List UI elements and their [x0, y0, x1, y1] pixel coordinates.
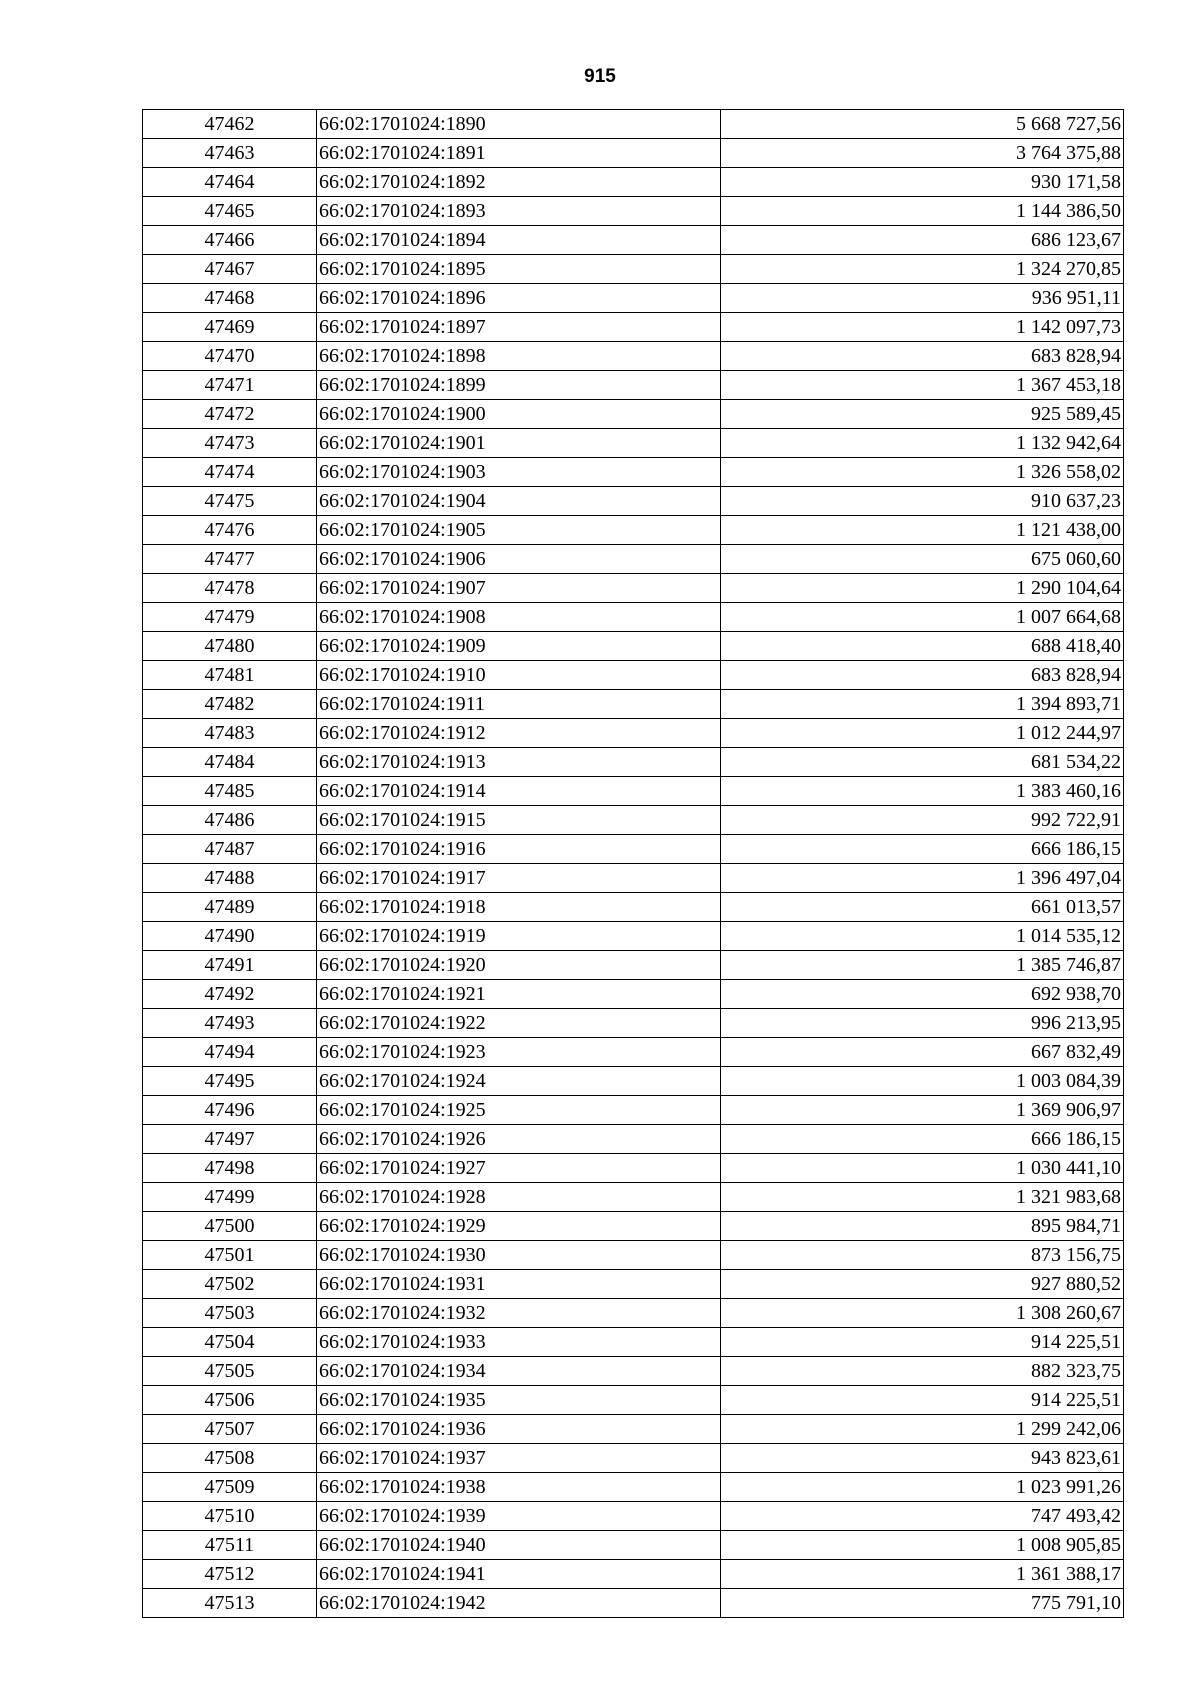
table-row [143, 255, 1124, 284]
row-number-cell: 47511 [143, 1531, 317, 1560]
row-number-cell: 47470 [143, 342, 317, 371]
cadastral-number-cell: 66:02:1701024:1894 [317, 226, 721, 255]
cadastral-number-cell: 66:02:1701024:1920 [317, 951, 721, 980]
row-number-cell: 47490 [143, 922, 317, 951]
cadastral-value-cell: 1 003 084,39 [721, 1067, 1124, 1096]
cadastral-value-cell: 1 023 991,26 [721, 1473, 1124, 1502]
cadastral-number-cell: 66:02:1701024:1907 [317, 574, 721, 603]
cadastral-number-cell: 66:02:1701024:1934 [317, 1357, 721, 1386]
cadastral-value-cell: 3 764 375,88 [721, 139, 1124, 168]
cadastral-value-cell: 1 144 386,50 [721, 197, 1124, 226]
cadastral-value-cell: 1 367 453,18 [721, 371, 1124, 400]
row-number-cell: 47479 [143, 603, 317, 632]
cadastral-number-cell: 66:02:1701024:1893 [317, 197, 721, 226]
table-row [143, 748, 1124, 777]
cadastral-value-cell: 1 369 906,97 [721, 1096, 1124, 1125]
cadastral-number-cell: 66:02:1701024:1936 [317, 1415, 721, 1444]
table-row [143, 1531, 1124, 1560]
cadastral-number-cell: 66:02:1701024:1940 [317, 1531, 721, 1560]
table-row [143, 1067, 1124, 1096]
row-number-cell: 47488 [143, 864, 317, 893]
table-row [143, 139, 1124, 168]
cadastral-number-cell: 66:02:1701024:1911 [317, 690, 721, 719]
cadastral-number-cell: 66:02:1701024:1935 [317, 1386, 721, 1415]
row-number-cell: 47472 [143, 400, 317, 429]
cadastral-value-cell: 1 326 558,02 [721, 458, 1124, 487]
cadastral-value-cell: 992 722,91 [721, 806, 1124, 835]
table-row [143, 835, 1124, 864]
row-number-cell: 47475 [143, 487, 317, 516]
row-number-cell: 47469 [143, 313, 317, 342]
cadastral-value-cell: 1 121 438,00 [721, 516, 1124, 545]
cadastral-number-cell: 66:02:1701024:1904 [317, 487, 721, 516]
cadastral-number-cell: 66:02:1701024:1905 [317, 516, 721, 545]
cadastral-value-cell: 1 007 664,68 [721, 603, 1124, 632]
table-row [143, 1415, 1124, 1444]
cadastral-number-cell: 66:02:1701024:1903 [317, 458, 721, 487]
cadastral-number-cell: 66:02:1701024:1930 [317, 1241, 721, 1270]
cadastral-value-cell: 910 637,23 [721, 487, 1124, 516]
table-row [143, 661, 1124, 690]
row-number-cell: 47482 [143, 690, 317, 719]
table-row [143, 1154, 1124, 1183]
cadastral-value-cell: 914 225,51 [721, 1386, 1124, 1415]
table-row [143, 1096, 1124, 1125]
cadastral-value-cell: 666 186,15 [721, 1125, 1124, 1154]
cadastral-number-cell: 66:02:1701024:1922 [317, 1009, 721, 1038]
table-row [143, 1444, 1124, 1473]
table-row [143, 516, 1124, 545]
table-row [143, 1328, 1124, 1357]
row-number-cell: 47496 [143, 1096, 317, 1125]
cadastral-value-cell: 996 213,95 [721, 1009, 1124, 1038]
cadastral-value-cell: 1 012 244,97 [721, 719, 1124, 748]
row-number-cell: 47465 [143, 197, 317, 226]
row-number-cell: 47507 [143, 1415, 317, 1444]
row-number-cell: 47463 [143, 139, 317, 168]
row-number-cell: 47489 [143, 893, 317, 922]
cadastral-value-cell: 681 534,22 [721, 748, 1124, 777]
row-number-cell: 47498 [143, 1154, 317, 1183]
cadastral-number-cell: 66:02:1701024:1891 [317, 139, 721, 168]
table-row [143, 487, 1124, 516]
row-number-cell: 47481 [143, 661, 317, 690]
row-number-cell: 47471 [143, 371, 317, 400]
row-number-cell: 47505 [143, 1357, 317, 1386]
row-number-cell: 47504 [143, 1328, 317, 1357]
table-row [143, 1502, 1124, 1531]
table-row [143, 1270, 1124, 1299]
cadastral-number-cell: 66:02:1701024:1914 [317, 777, 721, 806]
page-number: 915 [584, 66, 616, 87]
cadastral-value-cell: 1 308 260,67 [721, 1299, 1124, 1328]
table-row [143, 1009, 1124, 1038]
cadastral-number-cell: 66:02:1701024:1912 [317, 719, 721, 748]
table-row [143, 632, 1124, 661]
table-row [143, 110, 1124, 139]
cadastral-number-cell: 66:02:1701024:1900 [317, 400, 721, 429]
cadastral-value-cell: 1 142 097,73 [721, 313, 1124, 342]
cadastral-value-cell: 775 791,10 [721, 1589, 1124, 1618]
row-number-cell: 47491 [143, 951, 317, 980]
cadastral-value-cell: 925 589,45 [721, 400, 1124, 429]
cadastral-number-cell: 66:02:1701024:1917 [317, 864, 721, 893]
cadastral-value-cell: 1 324 270,85 [721, 255, 1124, 284]
cadastral-number-cell: 66:02:1701024:1896 [317, 284, 721, 313]
table-row [143, 1241, 1124, 1270]
row-number-cell: 47486 [143, 806, 317, 835]
cadastral-value-cell: 1 321 983,68 [721, 1183, 1124, 1212]
row-number-cell: 47493 [143, 1009, 317, 1038]
cadastral-number-cell: 66:02:1701024:1933 [317, 1328, 721, 1357]
cadastral-number-cell: 66:02:1701024:1928 [317, 1183, 721, 1212]
row-number-cell: 47474 [143, 458, 317, 487]
row-number-cell: 47477 [143, 545, 317, 574]
table-row [143, 284, 1124, 313]
cadastral-value-cell: 683 828,94 [721, 342, 1124, 371]
cadastral-number-cell: 66:02:1701024:1942 [317, 1589, 721, 1618]
cadastral-value-cell: 1 299 242,06 [721, 1415, 1124, 1444]
cadastral-number-cell: 66:02:1701024:1919 [317, 922, 721, 951]
cadastral-number-cell: 66:02:1701024:1938 [317, 1473, 721, 1502]
cadastral-value-cell: 1 394 893,71 [721, 690, 1124, 719]
table-row [143, 574, 1124, 603]
row-number-cell: 47510 [143, 1502, 317, 1531]
cadastral-value-cell: 927 880,52 [721, 1270, 1124, 1299]
cadastral-number-cell: 66:02:1701024:1890 [317, 110, 721, 139]
table-row [143, 980, 1124, 1009]
table-row [143, 922, 1124, 951]
cadastral-number-cell: 66:02:1701024:1895 [317, 255, 721, 284]
cadastral-value-cell: 1 014 535,12 [721, 922, 1124, 951]
row-number-cell: 47497 [143, 1125, 317, 1154]
cadastral-number-cell: 66:02:1701024:1921 [317, 980, 721, 1009]
row-number-cell: 47483 [143, 719, 317, 748]
table-row [143, 400, 1124, 429]
cadastral-value-cell: 1 008 905,85 [721, 1531, 1124, 1560]
cadastral-value-cell: 683 828,94 [721, 661, 1124, 690]
cadastral-value-table [142, 109, 1124, 1618]
cadastral-number-cell: 66:02:1701024:1932 [317, 1299, 721, 1328]
cadastral-number-cell: 66:02:1701024:1941 [317, 1560, 721, 1589]
row-number-cell: 47478 [143, 574, 317, 603]
cadastral-value-cell: 895 984,71 [721, 1212, 1124, 1241]
table-row [143, 313, 1124, 342]
cadastral-number-cell: 66:02:1701024:1898 [317, 342, 721, 371]
cadastral-number-cell: 66:02:1701024:1910 [317, 661, 721, 690]
table-row [143, 458, 1124, 487]
row-number-cell: 47480 [143, 632, 317, 661]
table-row [143, 893, 1124, 922]
table-row [143, 429, 1124, 458]
cadastral-number-cell: 66:02:1701024:1906 [317, 545, 721, 574]
cadastral-number-cell: 66:02:1701024:1931 [317, 1270, 721, 1299]
row-number-cell: 47503 [143, 1299, 317, 1328]
cadastral-number-cell: 66:02:1701024:1909 [317, 632, 721, 661]
row-number-cell: 47462 [143, 110, 317, 139]
row-number-cell: 47513 [143, 1589, 317, 1618]
table-row [143, 1473, 1124, 1502]
row-number-cell: 47506 [143, 1386, 317, 1415]
cadastral-value-cell: 930 171,58 [721, 168, 1124, 197]
row-number-cell: 47501 [143, 1241, 317, 1270]
cadastral-value-cell: 882 323,75 [721, 1357, 1124, 1386]
row-number-cell: 47467 [143, 255, 317, 284]
table-row [143, 197, 1124, 226]
table-row [143, 168, 1124, 197]
table-row [143, 1589, 1124, 1618]
cadastral-number-cell: 66:02:1701024:1897 [317, 313, 721, 342]
cadastral-number-cell: 66:02:1701024:1937 [317, 1444, 721, 1473]
cadastral-number-cell: 66:02:1701024:1892 [317, 168, 721, 197]
table-row [143, 342, 1124, 371]
row-number-cell: 47464 [143, 168, 317, 197]
cadastral-number-cell: 66:02:1701024:1925 [317, 1096, 721, 1125]
row-number-cell: 47508 [143, 1444, 317, 1473]
cadastral-number-cell: 66:02:1701024:1913 [317, 748, 721, 777]
cadastral-value-cell: 667 832,49 [721, 1038, 1124, 1067]
table-row [143, 1386, 1124, 1415]
cadastral-value-cell: 1 361 388,17 [721, 1560, 1124, 1589]
cadastral-value-cell: 1 396 497,04 [721, 864, 1124, 893]
row-number-cell: 47495 [143, 1067, 317, 1096]
table-row [143, 777, 1124, 806]
cadastral-value-cell: 688 418,40 [721, 632, 1124, 661]
table-body [143, 110, 1124, 1618]
row-number-cell: 47509 [143, 1473, 317, 1502]
row-number-cell: 47485 [143, 777, 317, 806]
row-number-cell: 47466 [143, 226, 317, 255]
table-row [143, 1183, 1124, 1212]
cadastral-value-cell: 675 060,60 [721, 545, 1124, 574]
cadastral-value-cell: 747 493,42 [721, 1502, 1124, 1531]
cadastral-value-cell: 873 156,75 [721, 1241, 1124, 1270]
cadastral-value-cell: 1 383 460,16 [721, 777, 1124, 806]
table-row [143, 545, 1124, 574]
table-row [143, 1299, 1124, 1328]
cadastral-value-cell: 1 290 104,64 [721, 574, 1124, 603]
row-number-cell: 47468 [143, 284, 317, 313]
cadastral-value-cell: 1 132 942,64 [721, 429, 1124, 458]
cadastral-number-cell: 66:02:1701024:1924 [317, 1067, 721, 1096]
row-number-cell: 47494 [143, 1038, 317, 1067]
row-number-cell: 47492 [143, 980, 317, 1009]
cadastral-value-cell: 661 013,57 [721, 893, 1124, 922]
cadastral-value-cell: 943 823,61 [721, 1444, 1124, 1473]
table-row [143, 226, 1124, 255]
table-row [143, 1560, 1124, 1589]
cadastral-number-cell: 66:02:1701024:1927 [317, 1154, 721, 1183]
cadastral-number-cell: 66:02:1701024:1899 [317, 371, 721, 400]
table-row [143, 806, 1124, 835]
table-row [143, 864, 1124, 893]
table-row [143, 1125, 1124, 1154]
row-number-cell: 47484 [143, 748, 317, 777]
cadastral-value-cell: 666 186,15 [721, 835, 1124, 864]
cadastral-number-cell: 66:02:1701024:1926 [317, 1125, 721, 1154]
row-number-cell: 47487 [143, 835, 317, 864]
cadastral-number-cell: 66:02:1701024:1901 [317, 429, 721, 458]
cadastral-value-cell: 692 938,70 [721, 980, 1124, 1009]
cadastral-value-cell: 1 385 746,87 [721, 951, 1124, 980]
cadastral-number-cell: 66:02:1701024:1908 [317, 603, 721, 632]
cadastral-number-cell: 66:02:1701024:1923 [317, 1038, 721, 1067]
table-row [143, 1357, 1124, 1386]
cadastral-value-cell: 686 123,67 [721, 226, 1124, 255]
row-number-cell: 47499 [143, 1183, 317, 1212]
table-row [143, 1038, 1124, 1067]
table-row [143, 719, 1124, 748]
cadastral-value-cell: 936 951,11 [721, 284, 1124, 313]
row-number-cell: 47500 [143, 1212, 317, 1241]
cadastral-number-cell: 66:02:1701024:1918 [317, 893, 721, 922]
table-row [143, 603, 1124, 632]
row-number-cell: 47502 [143, 1270, 317, 1299]
table-row [143, 951, 1124, 980]
table-row [143, 690, 1124, 719]
cadastral-number-cell: 66:02:1701024:1916 [317, 835, 721, 864]
row-number-cell: 47512 [143, 1560, 317, 1589]
table-row [143, 1212, 1124, 1241]
cadastral-number-cell: 66:02:1701024:1929 [317, 1212, 721, 1241]
cadastral-number-cell: 66:02:1701024:1915 [317, 806, 721, 835]
cadastral-value-cell: 5 668 727,56 [721, 110, 1124, 139]
row-number-cell: 47476 [143, 516, 317, 545]
cadastral-value-cell: 1 030 441,10 [721, 1154, 1124, 1183]
cadastral-number-cell: 66:02:1701024:1939 [317, 1502, 721, 1531]
table-row [143, 371, 1124, 400]
cadastral-value-cell: 914 225,51 [721, 1328, 1124, 1357]
row-number-cell: 47473 [143, 429, 317, 458]
